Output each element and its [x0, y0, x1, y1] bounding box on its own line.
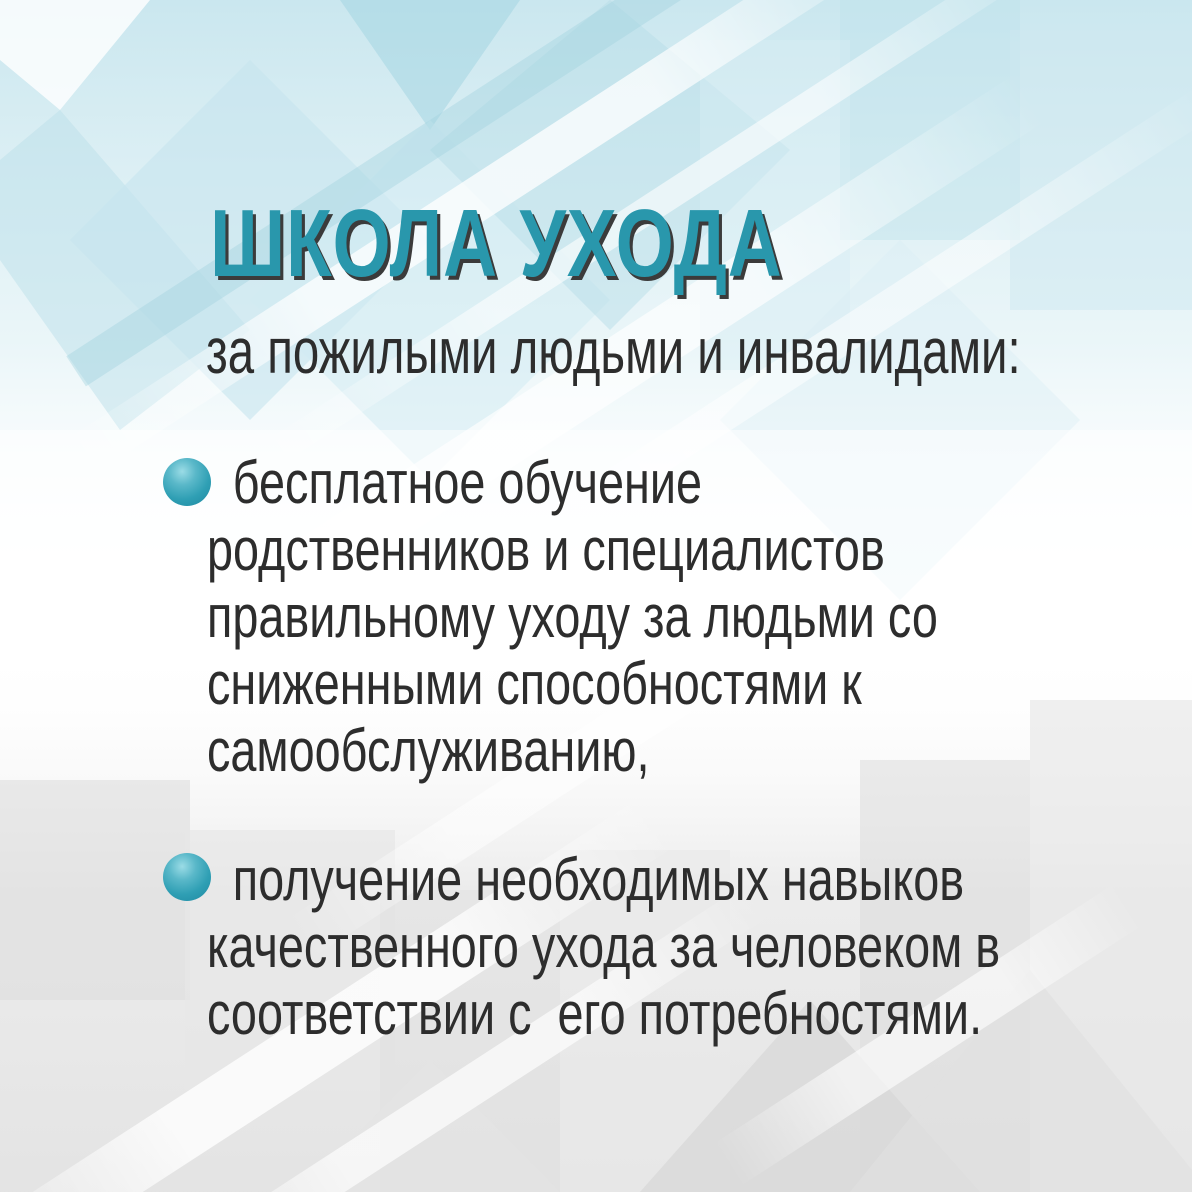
bullet-line: родственников и специалистов [207, 516, 885, 583]
bullet-line: бесплатное обучение [232, 449, 703, 516]
list-item [207, 846, 1192, 1047]
subtitle: за пожилыми людьми и инвалидами: [206, 315, 1021, 387]
bullet-text [207, 846, 1000, 1047]
bullet-line: правильному уходу за людьми со [207, 583, 938, 650]
bullet-line: соответствии с его потребностями. [207, 980, 983, 1047]
bullet-line: самообслуживанию, [207, 717, 650, 784]
bullet-line: качественного ухода за человеком в [207, 913, 1001, 980]
bullet-text [207, 449, 938, 784]
list-item [207, 449, 1144, 784]
bullet-sphere-icon [163, 458, 211, 506]
bullet-line: получение необходимых навыков [232, 846, 965, 913]
page-title: ШКОЛА УХОДА [210, 190, 783, 297]
bullet-line: сниженными способностями к [207, 650, 862, 717]
bullet-sphere-icon [163, 853, 211, 901]
